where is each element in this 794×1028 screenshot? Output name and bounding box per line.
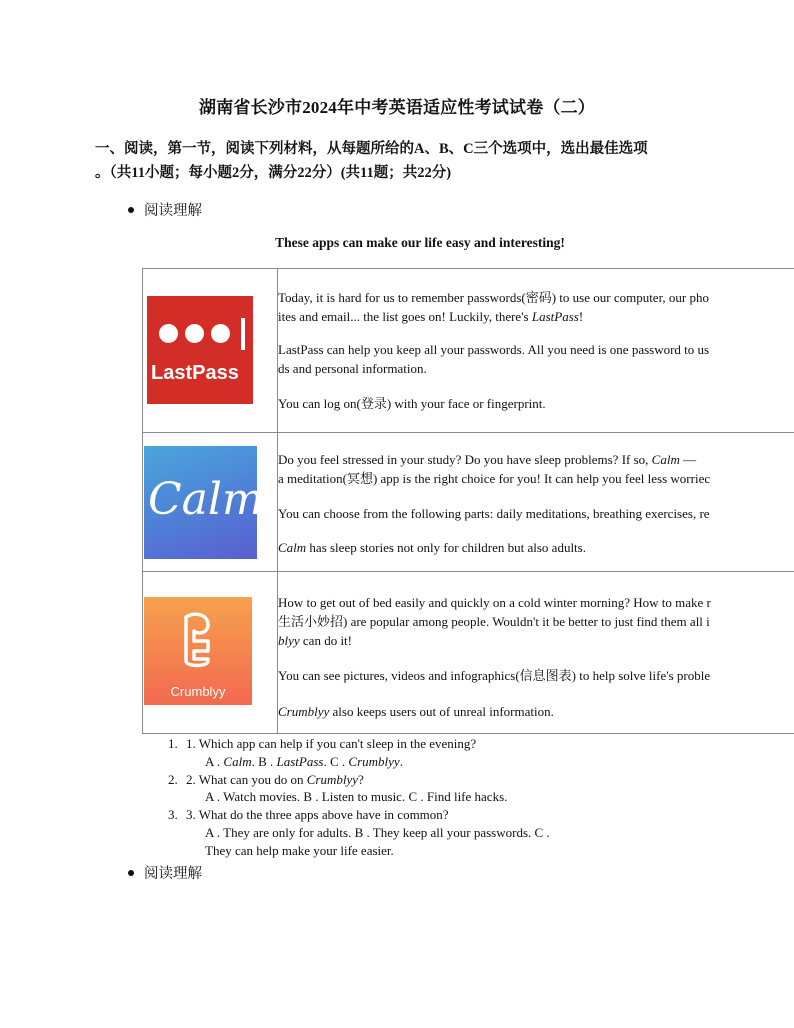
- question-stem: 1. Which app can help if you can't sleep in the evening?: [186, 736, 477, 751]
- lastpass-logo-icon: [147, 296, 253, 404]
- text-line: ds and personal information.: [278, 361, 427, 376]
- text-line: You can see pictures, videos and infographics(信息图表) to help solve life's proble: [278, 668, 711, 683]
- section-heading-line-2: 。（共11小题；每小题2分，满分22分）(共11题；共22分): [95, 165, 452, 181]
- question-options: A . They are only for adults. B . They keep all your passwords. C .: [205, 824, 550, 840]
- text-line: Today, it is hard for us to remember passwords(密码) to use our computer, our pho: [278, 290, 709, 305]
- section-heading: [95, 137, 735, 185]
- table-row-lastpass: [143, 269, 794, 433]
- logo-cell: [143, 572, 278, 734]
- lastpass-logo-text: LastPass: [151, 362, 239, 384]
- logo-cell: [143, 433, 278, 572]
- passage-title: These apps can make our life easy and interesting!: [275, 235, 565, 250]
- text-line: Do you feel stressed in your study? Do you have sleep problems? If so, Calm —: [278, 452, 697, 467]
- logo-cell: [143, 269, 278, 433]
- text-line: LastPass can help you keep all your passwords. All you need is one password to us: [278, 342, 710, 357]
- crumblyy-logo-icon: [144, 597, 252, 705]
- crumblyy-hand-icon: [178, 611, 218, 671]
- crumblyy-logo-text: Crumblyy: [170, 684, 226, 699]
- section-heading-line-1: 一、阅读，第一节，阅读下列材料，从每题所给的A、B、C三个选项中，选出最佳选项: [95, 141, 648, 157]
- page-title: 湖南省长沙市2024年中考英语适应性考试试卷（二）: [199, 98, 595, 117]
- text-line: Calm has sleep stories not only for children but also adults.: [278, 540, 586, 555]
- question-stem: 2. What can you do on Crumblyy?: [186, 771, 364, 787]
- text-line: ites and email... the list goes on! Luckily, there's LastPass!: [278, 309, 584, 324]
- question-list: [168, 735, 550, 860]
- question-number: 3.: [168, 807, 178, 823]
- question-3: [168, 806, 550, 859]
- text-line: blyy can do it!: [278, 633, 352, 648]
- question-number: 2.: [168, 771, 178, 787]
- question-options: A . Calm. B . LastPass. C . Crumblyy.: [205, 753, 403, 769]
- text-line: How to get out of bed easily and quickly on a cold winter morning? How to make r: [278, 595, 711, 610]
- apps-table: [142, 268, 794, 734]
- text-line: 生活小妙招) are popular among people. Wouldn't it be better to just find them all i: [278, 614, 710, 629]
- bullet-dot-icon: [128, 870, 134, 876]
- bullet-dot-icon: [128, 207, 134, 213]
- text-line: a meditation(冥想) app is the right choice for you! It can help you feel less worriec: [278, 471, 711, 486]
- question-2: [168, 771, 550, 807]
- lastpass-description: [278, 269, 794, 433]
- table-row-calm: [143, 433, 794, 572]
- question-options: A . Watch movies. B . Listen to music. C . Find life hacks.: [205, 789, 508, 805]
- calm-description: [278, 433, 794, 572]
- text-line: You can choose from the following parts: daily meditations, breathing exercises, re: [278, 506, 710, 521]
- question-options: They can help make your life easier.: [205, 842, 394, 858]
- question-number: 1.: [168, 736, 178, 751]
- text-line: You can log on(登录) with your face or fingerprint.: [278, 396, 546, 411]
- question-1: [168, 735, 550, 771]
- crumblyy-description: [278, 572, 794, 734]
- question-stem: 3. What do the three apps above have in common?: [186, 807, 449, 823]
- reading-bullet-2: [128, 862, 202, 883]
- calm-logo-text: Calm: [148, 474, 264, 525]
- bullet-label: 阅读理解: [144, 203, 202, 219]
- reading-bullet-1: [128, 199, 202, 220]
- bullet-label: 阅读理解: [144, 866, 202, 882]
- calm-logo-icon: [144, 446, 264, 559]
- text-line: Crumblyy also keeps users out of unreal information.: [278, 704, 554, 719]
- table-row-crumblyy: [143, 572, 794, 734]
